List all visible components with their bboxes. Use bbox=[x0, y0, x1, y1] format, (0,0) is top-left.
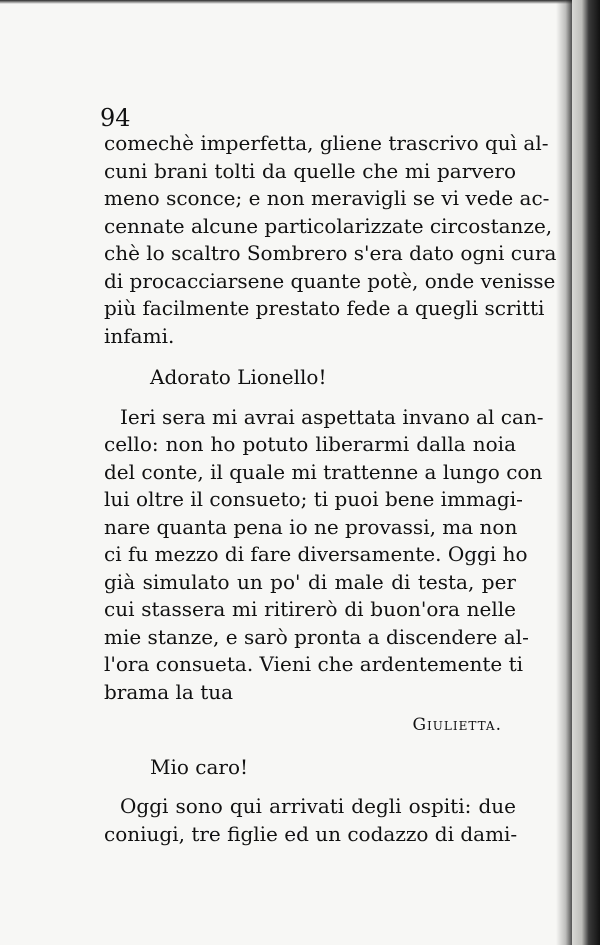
text-line: meno sconce; e non meravigli se vi vede ac- bbox=[104, 186, 550, 210]
text-line: del conte, il quale mi trattenne a lungo con bbox=[104, 459, 543, 484]
text-line: l'ora consueta. Vieni che ardentemente ti bbox=[104, 652, 524, 676]
text-line: cuni brani tolti da quelle che mi parvero bbox=[104, 158, 516, 183]
letter-signature: Giulietta. bbox=[412, 715, 502, 735]
text-line: comechè imperfetta, gliene trascrivo quì al- bbox=[104, 131, 549, 155]
text-line: cello: non ho potuto liberarmi dalla noia bbox=[104, 432, 516, 456]
text-line: di procacciarsene quante potè, onde venisse bbox=[104, 268, 556, 293]
text-line: lui oltre il consueto; ti puoi bene immagi- bbox=[104, 487, 523, 511]
text-line: Ieri sera mi avrai aspettata invano al can- bbox=[120, 404, 544, 429]
letter-body bbox=[104, 793, 516, 848]
text-line: brama la tua bbox=[104, 679, 234, 704]
text-line: cennate alcune particolarizzate circostanze, bbox=[104, 213, 553, 238]
page-gutter-shadow bbox=[556, 0, 572, 945]
text-line: nare quanta pena io ne provassi, ma non bbox=[104, 514, 518, 539]
intro-paragraph bbox=[104, 130, 557, 350]
text-line: chè lo scaltro Sombrero s'era dato ogni cura bbox=[104, 241, 557, 265]
text-line: più facilmente prestato fede a quegli scritti bbox=[104, 296, 545, 320]
text-line: mie stanze, e sarò pronta a discendere al- bbox=[104, 624, 529, 649]
page-body bbox=[104, 130, 557, 848]
scan-top-shadow bbox=[0, 0, 572, 4]
letter-salutation: Mio caro! bbox=[150, 754, 249, 779]
page-number: 94 bbox=[100, 104, 131, 132]
text-line: già simulato un po' di male di testa, per bbox=[104, 569, 516, 594]
text-line: Oggi sono qui arrivati degli ospiti: due bbox=[120, 794, 516, 818]
text-line: infami. bbox=[104, 323, 175, 348]
book-edge bbox=[572, 0, 600, 945]
text-line: cui stassera mi ritirerò di buon'ora nelle bbox=[104, 597, 516, 621]
letter-body bbox=[104, 404, 544, 707]
text-line: coniugi, tre figlie ed un codazzo di dami- bbox=[104, 821, 518, 846]
letter-salutation: Adorato Lionello! bbox=[150, 365, 327, 389]
text-line: ci fu mezzo di fare diversamente. Oggi ho bbox=[104, 542, 528, 566]
